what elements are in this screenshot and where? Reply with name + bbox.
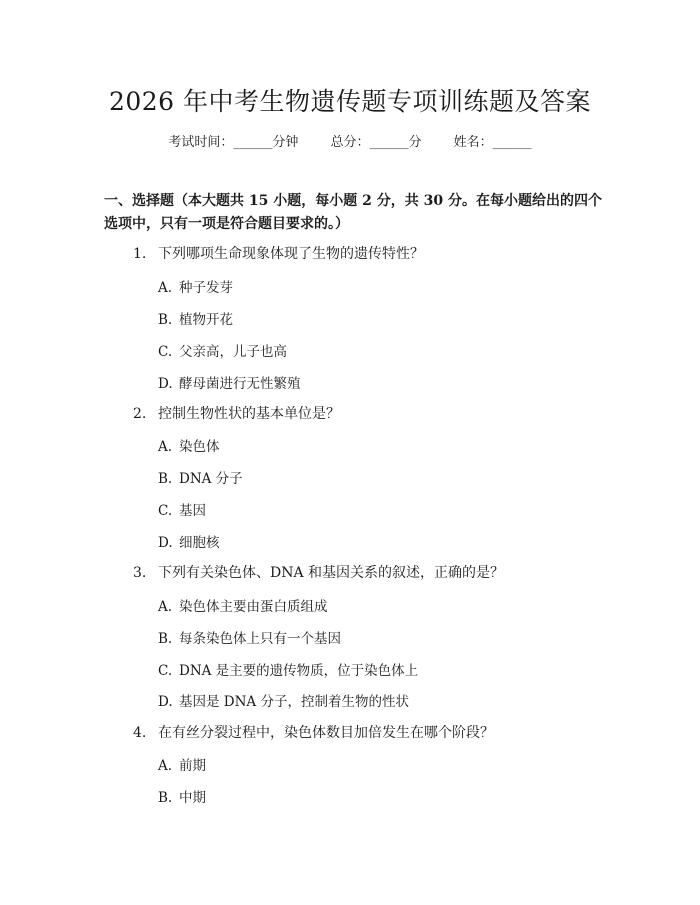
option-2-c xyxy=(158,499,206,519)
option-3-b xyxy=(158,627,341,647)
question-3 xyxy=(133,562,504,582)
question-number: 4. xyxy=(133,725,147,741)
option-text: 每条染色体上只有一个基因 xyxy=(179,631,341,647)
question-text: 控制生物性状的基本单位是？ xyxy=(158,406,340,422)
student-name-field: 姓名：______ xyxy=(453,135,532,150)
question-number: 3. xyxy=(133,565,147,581)
question-4 xyxy=(133,722,494,742)
option-text: 前期 xyxy=(179,758,206,774)
exam-meta xyxy=(0,131,700,150)
question-2 xyxy=(133,403,340,423)
option-text: 中期 xyxy=(179,790,206,806)
option-2-a xyxy=(158,435,220,455)
option-text: 酵母菌进行无性繁殖 xyxy=(179,376,301,392)
option-letter: C. xyxy=(158,344,173,360)
option-letter: A. xyxy=(158,439,173,455)
option-letter: B. xyxy=(158,312,173,328)
exam-time-field: 考试时间：______分钟 xyxy=(168,135,299,150)
option-2-d xyxy=(158,531,220,551)
question-text: 下列有关染色体、DNA 和基因关系的叙述，正确的是？ xyxy=(158,565,505,581)
option-1-a xyxy=(158,276,233,296)
page-title: 2026 年中考生物遗传题专项训练题及答案 xyxy=(108,87,592,116)
option-letter: A. xyxy=(158,280,173,296)
option-letter: B. xyxy=(158,471,173,487)
option-text: 父亲高，儿子也高 xyxy=(179,344,287,360)
question-number: 1. xyxy=(133,246,147,262)
total-score-field: 总分：______分 xyxy=(330,135,422,150)
option-3-d xyxy=(158,690,409,710)
option-3-a xyxy=(158,595,328,615)
option-letter: A. xyxy=(158,758,173,774)
option-letter: D. xyxy=(158,376,173,392)
option-text: 基因是 DNA 分子，控制着生物的性状 xyxy=(179,694,409,710)
option-letter: A. xyxy=(158,599,173,615)
option-text: DNA 分子 xyxy=(179,471,243,487)
option-text: 种子发芽 xyxy=(179,280,233,296)
option-letter: D. xyxy=(158,535,173,551)
question-number: 2. xyxy=(133,406,147,422)
question-text: 下列哪项生命现象体现了生物的遗传特性？ xyxy=(158,246,424,262)
option-text: 基因 xyxy=(179,503,206,519)
option-1-c xyxy=(158,340,287,360)
option-text: 染色体 xyxy=(179,439,220,455)
option-1-b xyxy=(158,308,233,328)
option-text: 染色体主要由蛋白质组成 xyxy=(179,599,328,615)
option-letter: B. xyxy=(158,790,173,806)
question-text: 在有丝分裂过程中，染色体数目加倍发生在哪个阶段？ xyxy=(158,725,494,741)
option-letter: B. xyxy=(158,631,173,647)
option-letter: D. xyxy=(158,694,173,710)
option-text: 细胞核 xyxy=(179,535,220,551)
option-3-c xyxy=(158,659,418,679)
option-1-d xyxy=(158,372,301,392)
option-letter: C. xyxy=(158,663,173,679)
option-letter: C. xyxy=(158,503,173,519)
option-text: 植物开花 xyxy=(179,312,233,328)
section-heading: 一、选择题（本大题共 15 小题，每小题 2 分，共 30 分。在每小题给出的四个选项中，只有一项是符合题目要求的。） xyxy=(104,193,602,232)
option-2-b xyxy=(158,467,243,487)
option-text: DNA 是主要的遗传物质，位于染色体上 xyxy=(179,663,419,679)
option-4-a xyxy=(158,754,206,774)
option-4-b xyxy=(158,786,206,806)
question-1 xyxy=(133,243,424,263)
